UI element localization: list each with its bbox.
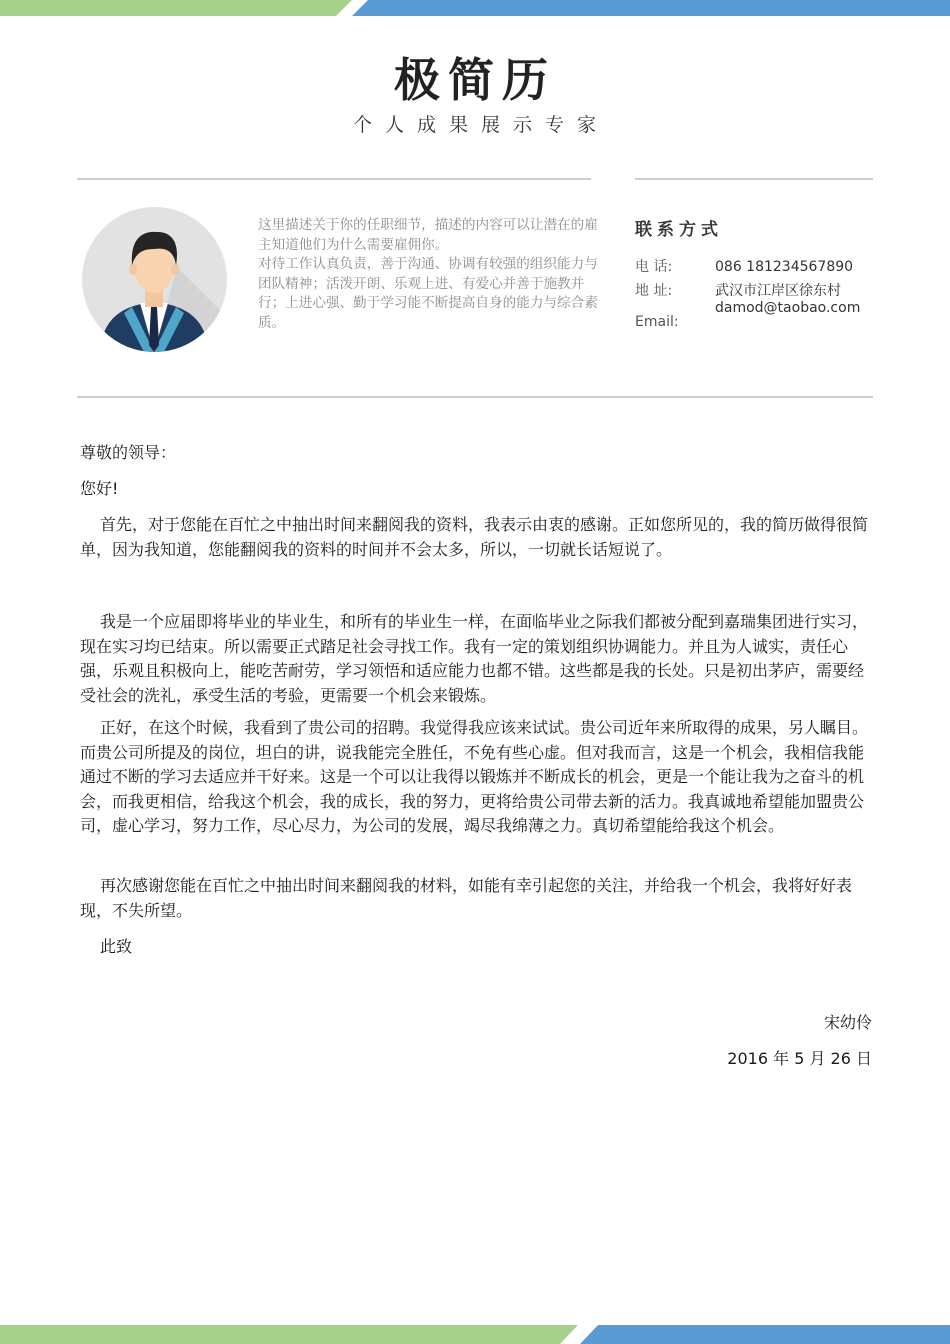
page-title: 极简历 bbox=[394, 53, 556, 107]
letter-greeting: 您好! bbox=[80, 479, 119, 498]
letter-salutation: 尊敬的领导： bbox=[80, 443, 177, 462]
letter-paragraph: 正好，在这个时候，我看到了贵公司的招聘。我觉得我应该来试试。贵公司近年来所取得的成果，另人瞩目。而贵公司所提及的岗位，坦白的讲，说我能完全胜任，不免有些心虚。但对我而言，这是一个机会，我相信我能通过不断的学习去适应并干好来。这是一个可以让我得以锻炼并不断成长的机会，更是一个能让我为之奋斗的机会，而我更相信，给我这个机会，我的成长，我的努力，更将给贵公司带去新的活力。我真诚地希望能加盟贵公司，虚心学习，努力工作，尽心尽力，为公司的发展，竭尽我绵薄之力。真切希望能给我这个机会。 bbox=[80, 718, 869, 835]
person-avatar-icon bbox=[82, 207, 227, 352]
letter-paragraph: 首先，对于您能在百忙之中抽出时间来翻阅我的资料，我表示由衷的感谢。正如您所见的，我的简历做得很简单，因为我知道，您能翻阅我的资料的时间并不会太多，所以，一切就长话短说了。 bbox=[80, 515, 869, 559]
top-accent-band bbox=[0, 0, 950, 16]
address-value: 武汉市江岸区徐东村 bbox=[715, 283, 841, 299]
intro-text: 这里描述关于你的任职细节，描述的内容可以让潜在的雇主知道他们为什么需要雇佣你。 bbox=[258, 217, 598, 253]
signature-name: 宋幼伶 bbox=[823, 1013, 872, 1032]
section-divider bbox=[77, 396, 873, 398]
letter-closing: 此致 bbox=[100, 937, 133, 956]
letter-paragraph: 我是一个应届即将毕业的毕业生，和所有的毕业生一样，在面临毕业之际我们都被分配到嘉瑞集团进行实习，现在实习均已结束。所以需要正式踏足社会寻找工作。我有一定的策划组织协调能力。并且为人诚实，责任心强，乐观且积极向上，能吃苦耐劳，学习领悟和适应能力也都不错。这些都是我的长处。只是初出茅庐，需要经受社会的洗礼，承受生活的考验，更需要一个机会来锻炼。 bbox=[80, 612, 869, 705]
address-label: 地 址: bbox=[635, 283, 673, 299]
profile-intro bbox=[258, 216, 598, 333]
phone-value: 086 181234567890 bbox=[715, 259, 854, 275]
avatar bbox=[82, 207, 227, 352]
page-subtitle: 个人成果展示专家 bbox=[352, 114, 609, 136]
header-divider-right bbox=[635, 178, 873, 180]
phone-label: 电 话: bbox=[635, 259, 673, 275]
email-value: damod@taobao.com bbox=[715, 300, 861, 316]
signature-date: 2016 年 5 月 26 日 bbox=[727, 1049, 872, 1068]
contact-phone bbox=[635, 256, 853, 276]
contact-title: 联系方式 bbox=[635, 220, 723, 240]
bottom-accent-band bbox=[0, 1325, 950, 1344]
letter-paragraph: 再次感谢您能在百忙之中抽出时间来翻阅我的材料，如能有幸引起您的关注，并给我一个机会，我将好好表现，不失所望。 bbox=[80, 876, 853, 920]
contact-address bbox=[635, 280, 841, 300]
email-label: Email: bbox=[635, 314, 679, 330]
header-divider-left bbox=[77, 178, 591, 180]
intro-text: 对待工作认真负责，善于沟通、协调有较强的组织能力与团队精神；活泼开朗、乐观上进、有爱心并善于施教并行；上进心强、勤于学习能不断提高自身的能力与综合素质。 bbox=[258, 256, 598, 331]
